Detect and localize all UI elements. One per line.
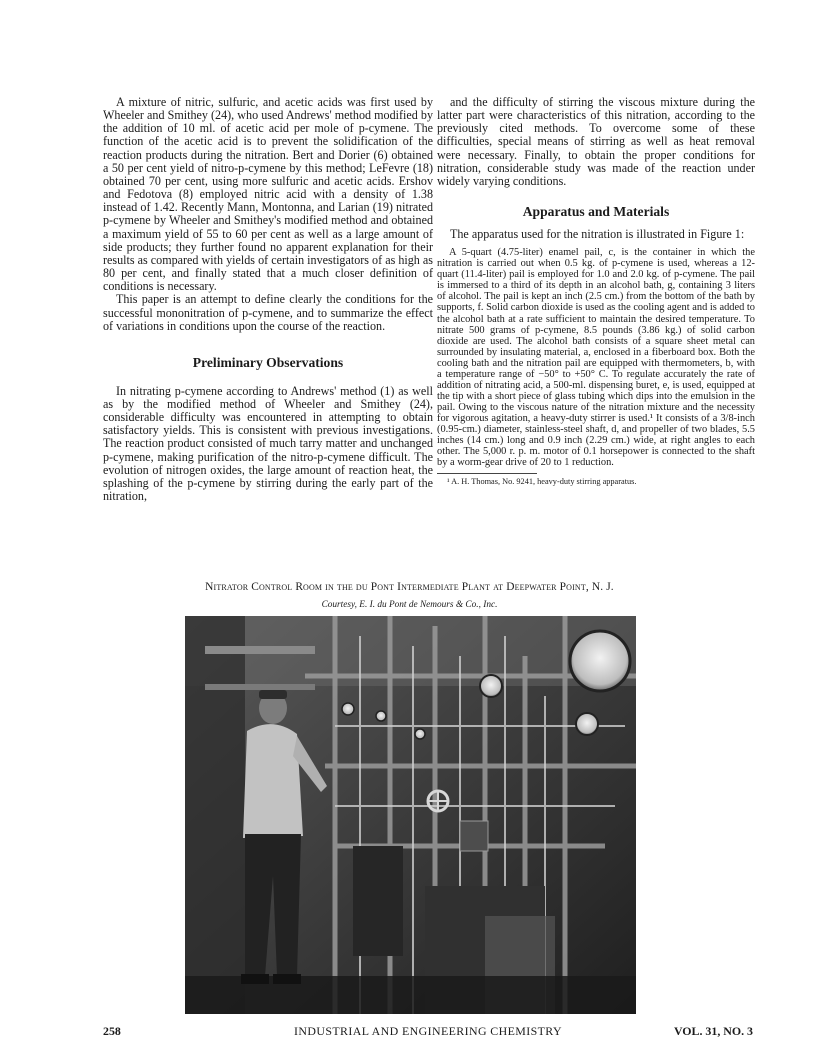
figure-caption: Nitrator Control Room in the du Pont Intermediate Plant at Deepwater Point, N. J. — [205, 581, 614, 593]
volume-issue: VOL. 31, NO. 3 — [673, 1024, 753, 1038]
journal-title: INDUSTRIAL AND ENGINEERING CHEMISTRY — [294, 1024, 562, 1038]
body-paragraph: The apparatus used for the nitration is illustrated in Figure 1: — [450, 227, 745, 242]
page-footer — [103, 1024, 753, 1040]
body-paragraph: A mixture of nitric, sulfuric, and acetic acids was first used by Wheeler and Smithey (24), who used Andrews' method modified by the addition of 10 ml. of acetic acid per mole of p-cymene. The function of the acetic acid is to prevent the solidification of the reaction products during the nitration. Bert and Dorier (6) obtained a 50 per cent yield of nitro-p-cymene by this method; LeFevre (18) obtained 70 per cent, using more sulfuric and acetic acids. Ershov and Fedotova (8) employed nitric acid with a density of 1.38 instead of 1.42. Recently Mann, Montonna, and Larian (19) nitrated p-cymene by Wheeler and Smithey's modified method and obtained a maximum yield of 55 to 60 per cent as well as a large amount of side products; they further found no apparent explanation for their results as compared with yields of certain investigators of as high as 80 per cent, and finally stated that a much closer definition of conditions is necessary. — [103, 95, 433, 294]
body-paragraph: This paper is an attempt to define clearly the conditions for the successful mononitration of p-cymene, and to summarize the effect of variations in conditions upon the course of the reaction. — [103, 292, 433, 333]
apparatus-description: A 5-quart (4.75-liter) enamel pail, c, is the container in which the nitration is carried out when 0.5 kg. of p-cymene is used, whereas a 12-quart (11.4-liter) pail is employed for 1.0 and 2.0 kg. of p-cymene. The pail is immersed to a third of its depth in an alcohol bath, g, containing 3 liters of alcohol. The pail is kept an inch (2.5 cm.) from the bottom of the bath by supports, f. Solid carbon dioxide is used as the cooling agent and is added to the alcohol bath at a rate sufficient to maintain the desired temperature. To nitrate 500 grams of p-cymene, 8.5 pounds (3.86 kg.) of solid carbon dioxide are used. The alcohol bath consists of a square sheet metal can surrounded by insulating material, a, enclosed in a fiberboard box. Both the cooling bath and the nitration pail are equipped with thermometers, b, with a temperature range of −50° to +50° C. To regulate accurately the rate of addition of nitrating acid, a 500-ml. dispensing buret, e, is used, equipped at the tip with a short piece of glass tubing which dips into the emulsion in the pail. Owing to the viscous nature of the nitration mixture and the necessity for vigorous agitation, a heavy-duty stirrer is used.¹ It consists of a 3/8-inch (0.95-cm.) diameter, stainless-steel shaft, d, and propeller of two blades, 5.5 inches (14 cm.) long and 0.9 inch (2.29 cm.) wide, at right angles to each other. The 5,000 r. p. m. motor of 0.1 horsepower is connected to the shaft by a worm-gear drive of 20 to 1 reduction. — [437, 247, 755, 469]
footnote: ¹ A. H. Thomas, No. 9241, heavy-duty stirring apparatus. — [447, 477, 637, 487]
figure-courtesy: Courtesy, E. I. du Pont de Nemours & Co., Inc. — [321, 600, 498, 610]
body-paragraph: and the difficulty of stirring the viscous mixture during the latter part were characteristics of this nitration, according to the previously cited methods. To overcome some of these difficulties, special means of stirring as well as heat removal were necessary. Finally, to obtain the proper conditions for nitration, considerable study was made of the reaction under widely varying conditions. — [437, 95, 755, 188]
section-heading-preliminary: Preliminary Observations — [192, 354, 344, 370]
section-heading-apparatus: Apparatus and Materials — [522, 204, 670, 220]
control-room-photo — [185, 616, 636, 1014]
right-column — [437, 96, 755, 487]
footnote-divider — [437, 473, 537, 474]
body-paragraph: In nitrating p-cymene according to Andrews' method (1) as well as by the modified method of Wheeler and Smithey (24), considerable difficulty was encountered in attempting to obtain satisfactory yields. This is consistent with previous investigations. The reaction product consisted of much tarry matter and unchanged p-cymene, making purification of the nitro-p-cymene difficult. The evolution of nitrogen oxides, the large amount of reaction heat, the splashing of the p-cymene by stirring during the early part of the nitration, — [103, 383, 433, 504]
page-number: 258 — [103, 1024, 121, 1038]
left-column — [103, 96, 433, 503]
